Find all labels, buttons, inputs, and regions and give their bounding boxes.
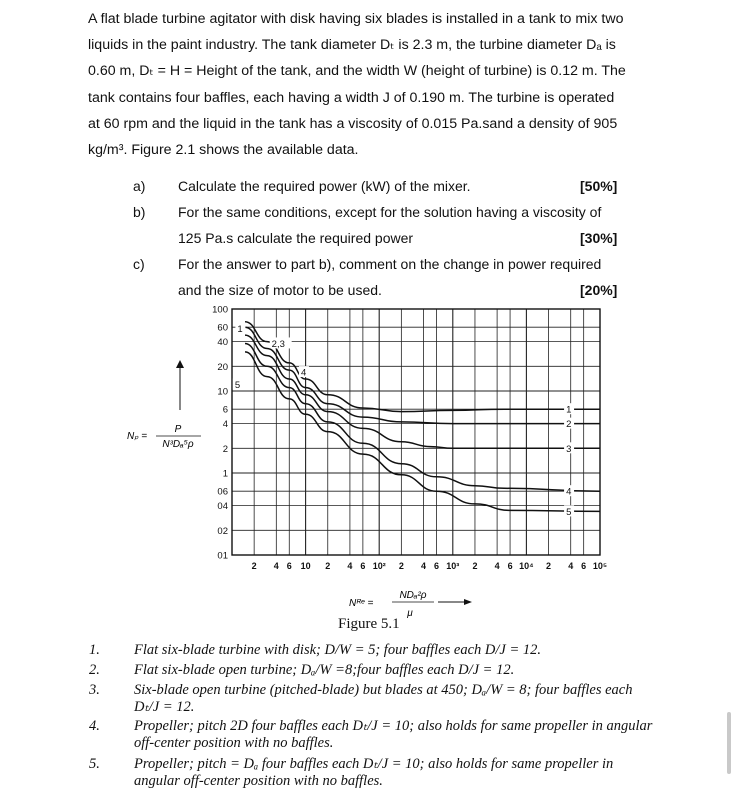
y-label-denominator: N³Dₐ⁵ρ [162,439,194,450]
intro-line: tank contains four baffles, each having a width J of 0.190 m. The turbine is operated [88,89,615,106]
y-label-lhs: Nₚ = [127,431,148,442]
question-text: and the size of motor to be used. [178,282,382,298]
x-tick-label: 4 [494,561,500,571]
y-tick-labels [212,305,228,562]
y-axis-label [127,360,201,450]
question-mark: [50%] [580,178,618,194]
question-text: Calculate the required power (kW) of the mixer. [178,178,471,194]
x-tick-labels [252,561,607,571]
question-text: For the same conditions, except for the solution having a viscosity of [178,204,602,220]
x-label-denominator: μ [407,608,413,619]
note-text: Flat six-blade turbine with disk; D/W = 5; four baffles each D/J = 12. [134,642,541,658]
y-tick-label: 01 [217,550,228,562]
y-tick-label: 100 [212,304,228,316]
intro-line: liquids in the paint industry. The tank diameter Dₜ is 2.3 m, the turbine diameter Dₐ is [88,37,616,54]
x-tick-label: 6 [581,561,587,571]
intro-line: 0.60 m, Dₜ = H = Height of the tank, and the width W (height of turbine) is 0.12 m. The [88,63,626,80]
x-tick-label: 10² [372,561,386,571]
y-tick-label: 40 [217,337,228,349]
note-number: 2. [89,662,100,678]
intro-line: kg/m³. Figure 2.1 shows the available data. [88,142,359,159]
x-axis-label [349,590,472,619]
y-tick-label: 1 [222,468,228,480]
x-tick-label: 10³ [446,561,460,571]
question-text: For the answer to part b), comment on the change in power required [178,256,602,272]
figure-caption: Figure 5.1 [338,616,400,632]
note-number: 1. [89,642,100,658]
curve-label: 2 [566,419,572,431]
x-tick-label: 4 [568,561,574,571]
question-label: b) [133,204,146,220]
x-tick-label: 2 [325,561,331,571]
curve-label: 4 [300,367,307,379]
x-tick-label: 4 [347,561,353,571]
x-tick-label: 10⁵ [592,561,608,571]
y-tick-label: 06 [217,486,228,498]
curve-label: 1 [237,323,243,335]
note-number: 4. [89,718,100,734]
x-tick-label: 6 [360,561,366,571]
x-tick-label: 6 [286,561,292,571]
x-tick-label: 10⁴ [519,561,534,571]
x-tick-label: 2 [472,561,478,571]
curve-label: 1 [566,404,572,416]
x-tick-label: 2 [251,561,257,571]
curve-series-4 [245,344,600,492]
chart-curves [245,322,600,512]
intro-line: A flat blade turbine agitator with disk having six blades is installed in a tank to mix two [88,11,624,27]
y-tick-label: 4 [222,419,228,431]
y-tick-label: 6 [222,404,228,416]
x-label-numerator: NDₐ²ρ [399,590,427,601]
arrow-right-icon [464,599,472,605]
curve-label: 5 [566,506,572,518]
curve-series-3 [245,335,600,448]
y-tick-label: 60 [217,322,228,334]
x-tick-label: 4 [421,561,427,571]
curve-label: 2,3 [271,338,285,350]
x-tick-label: 2 [546,561,552,571]
curve-label: 3 [566,443,572,455]
x-tick-label: 4 [273,561,279,571]
curve-label: 5 [234,380,241,392]
question-mark: [30%] [580,230,618,246]
note-number: 5. [89,756,100,772]
note-text: Flat six-blade open turbine; Dₐ/W =8;four baffles each D/J = 12. [134,662,515,678]
note-number: 3. [89,682,100,698]
curve-series-5 [245,352,600,512]
intro-line: at 60 rpm and the liquid in the tank has a viscosity of 0.015 Pa.sand a density of 905 [88,115,618,132]
curve-label: 4 [566,486,572,498]
y-tick-label: 2 [222,443,228,455]
y-tick-label: 02 [217,525,228,537]
question-label: c) [133,256,145,272]
note-text: Six-blade open turbine (pitched-blade) but blades at 450; Dₐ/W = 8; four baffles each Dₜ/J = 12. [134,682,633,715]
arrow-up-icon [176,360,184,368]
question-text: 125 Pa.s calculate the required power [178,230,414,246]
y-tick-label: 04 [217,501,228,513]
x-tick-label: 6 [433,561,439,571]
x-label-lhs: Nᴿᵉ = [349,598,374,609]
y-tick-label: 20 [217,361,228,373]
y-tick-label: 10 [217,386,228,398]
question-mark: [20%] [580,282,618,298]
note-text: Propeller; pitch 2D four baffles each Dₜ/J = 10; also holds for same propeller in angular off-center position with no baffles. [134,718,653,751]
x-tick-label: 2 [398,561,404,571]
note-text: Propeller; pitch = Dₐ four baffles each Dₜ/J = 10; also holds for same propeller in angular off-center position with no baffles. [134,756,614,789]
y-label-numerator: P [174,424,182,435]
question-label: a) [133,178,146,194]
x-tick-label: 10 [300,561,311,571]
x-tick-label: 6 [507,561,513,571]
scrollbar-thumb[interactable] [727,712,731,774]
